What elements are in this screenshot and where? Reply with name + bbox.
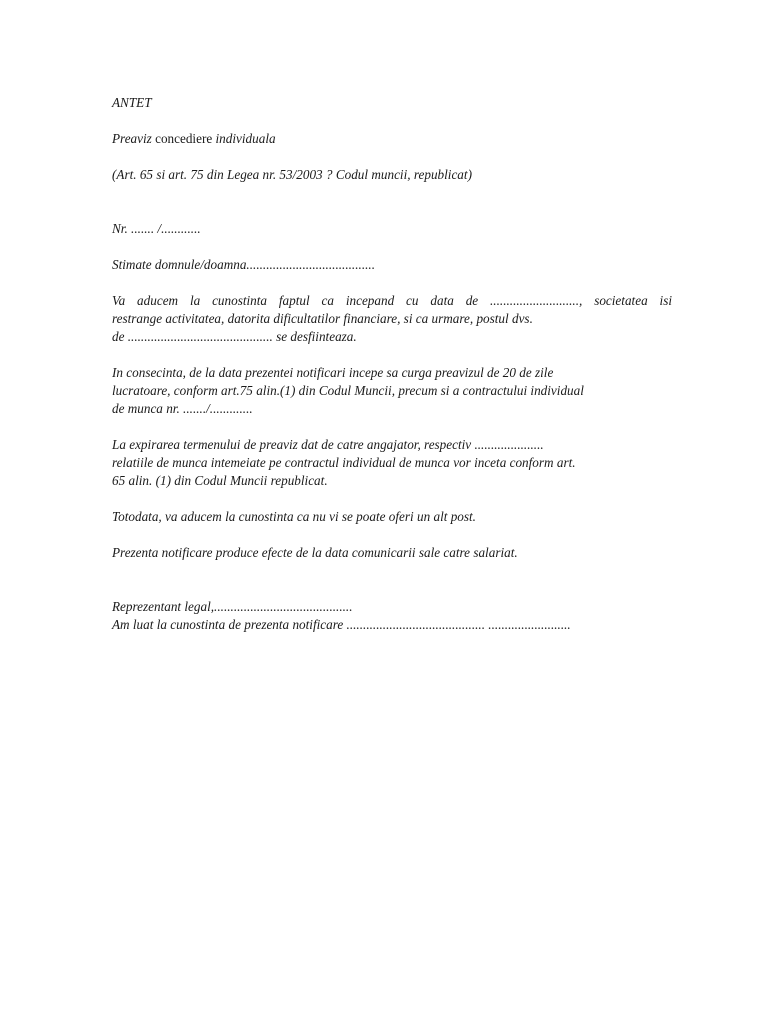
paragraph-line: de ............................................ se desfiinteaza. [112, 329, 357, 344]
signature-block [112, 598, 672, 634]
paragraph-closure-notice [112, 292, 672, 346]
paragraph-line: Va aducem la cunostinta faptul ca incepand cu data de ..........................., societatea isi [112, 293, 672, 308]
title-word-2: concediere [155, 131, 213, 146]
paragraph-line: restrange activitatea, datorita dificultatilor financiare, si ca urmare, postul dvs. [112, 311, 533, 326]
document-number-line: Nr. ....... /............ [112, 221, 201, 236]
paragraph-line: de munca nr. ......./............. [112, 401, 253, 416]
legal-basis: (Art. 65 si art. 75 din Legea nr. 53/2003 ? Codul muncii, republicat) [112, 167, 472, 182]
legal-representative-line: Reprezentant legal,.......................................... [112, 599, 353, 614]
acknowledgement-line: Am luat la cunostinta de prezenta notificare .......................................... ......................... [112, 617, 571, 632]
paragraph-effective-date: Prezenta notificare produce efecte de la data comunicarii sale catre salariat. [112, 545, 518, 560]
paragraph-line: In consecinta, de la data prezentei notificari incepe sa curga preavizul de 20 de zile [112, 365, 554, 380]
paragraph-line: La expirarea termenului de preaviz dat de catre angajator, respectiv ..................... [112, 437, 544, 452]
salutation: Stimate domnule/doamna....................................... [112, 257, 376, 272]
letterhead-placeholder: ANTET [112, 95, 152, 110]
title-word-1: Preaviz [112, 131, 152, 146]
paragraph-line: 65 alin. (1) din Codul Muncii republicat. [112, 473, 328, 488]
paragraph-line: lucratoare, conform art.75 alin.(1) din Codul Muncii, precum si a contractului individual [112, 383, 584, 398]
paragraph-no-alternative-post: Totodata, va aducem la cunostinta ca nu vi se poate oferi un alt post. [112, 509, 476, 524]
paragraph-termination [112, 436, 672, 490]
title-word-3: individuala [215, 131, 276, 146]
paragraph-notice-period [112, 364, 672, 418]
paragraph-line: relatiile de munca intemeiate pe contractul individual de munca vor inceta conform art. [112, 455, 576, 470]
notice-document [112, 94, 672, 634]
document-title [112, 130, 672, 148]
